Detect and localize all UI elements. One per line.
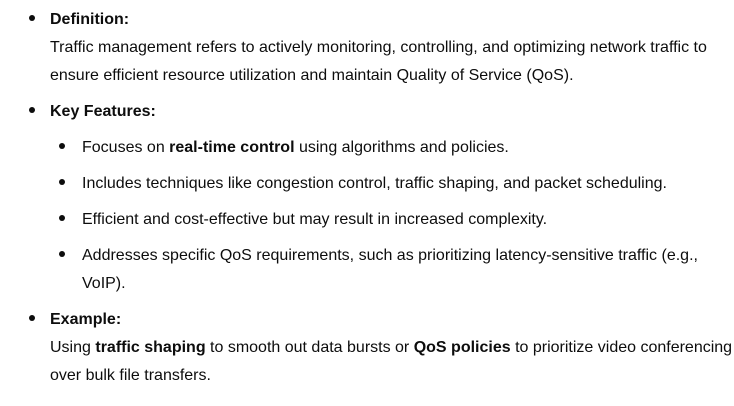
top-level-list (0, 6, 734, 390)
example-text (50, 334, 734, 390)
list-item-key-features (0, 98, 734, 298)
feature-text: Includes techniques like congestion control, traffic shaping, and packet scheduling. (82, 175, 667, 192)
feature-text-post: using algorithms and policies. (294, 139, 509, 156)
feature-text: Efficient and cost-effective but may result in increased complexity. (82, 211, 548, 228)
example-bold-traffic-shaping: traffic shaping (95, 339, 206, 356)
list-item (50, 206, 734, 234)
feature-text: Addresses specific QoS requirements, such as prioritizing latency-sensitive traffic (e.g., VoIP). (82, 247, 698, 292)
bullet-icon (24, 306, 40, 334)
example-text-post: to prioritize video conferencing over bulk file transfers. (50, 339, 733, 384)
list-item (50, 170, 734, 198)
example-bold-qos-policies: QoS policies (413, 339, 511, 356)
example-text-pre: Using (50, 339, 96, 356)
example-heading: Example: (50, 311, 122, 328)
list-item-definition (0, 6, 734, 90)
list-item (50, 242, 734, 298)
definition-heading: Definition: (50, 11, 130, 28)
definition-text: Traffic management refers to actively monitoring, controlling, and optimizing network traffic to ensure efficient resource utilization and maintain Quality of Service (QoS). (50, 39, 707, 84)
feature-text-pre: Focuses on (82, 139, 170, 156)
bullet-icon (54, 170, 70, 198)
bullet-icon (24, 6, 40, 34)
feature-text-bold: real-time control (169, 139, 295, 156)
bullet-icon (54, 242, 70, 270)
list-item (50, 134, 734, 162)
bullet-icon (24, 98, 40, 126)
list-item-example (0, 306, 734, 390)
bullet-icon (54, 206, 70, 234)
example-text-mid: to smooth out data bursts or (205, 339, 414, 356)
key-features-list (50, 134, 734, 298)
key-features-heading: Key Features: (50, 103, 156, 120)
bullet-icon (54, 134, 70, 162)
